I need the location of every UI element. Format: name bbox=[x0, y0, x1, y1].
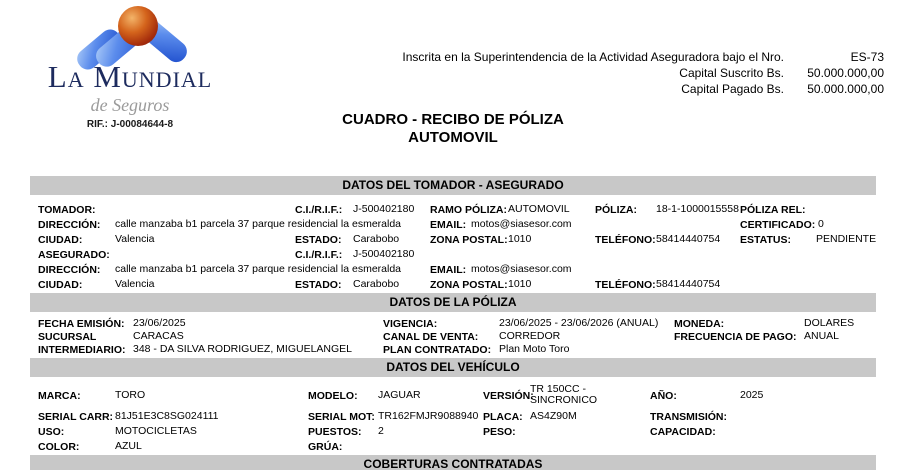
registration-label: Capital Pagado Bs. bbox=[681, 82, 784, 96]
field-label: TOMADOR: bbox=[38, 204, 96, 216]
field-value: DOLARES bbox=[804, 317, 855, 329]
field-label: ESTATUS: bbox=[740, 234, 791, 246]
field-value: 2 bbox=[378, 425, 384, 437]
document-title: CUADRO - RECIBO DE PÓLIZA bbox=[342, 111, 564, 128]
field-label: RAMO PÓLIZA: bbox=[430, 204, 507, 216]
field-value: AUTOMOVIL bbox=[508, 203, 570, 215]
field-label: C.I./R.I.F.: bbox=[295, 204, 343, 216]
field-label: MODELO: bbox=[308, 390, 358, 402]
field-value: TORO bbox=[115, 389, 146, 401]
field-value: Valencia bbox=[115, 233, 155, 245]
field-label: USO: bbox=[38, 426, 65, 438]
section-header-tomador-asegurado: DATOS DEL TOMADOR - ASEGURADO bbox=[30, 176, 876, 195]
field-label: ESTADO: bbox=[295, 234, 342, 246]
field-label: ZONA POSTAL: bbox=[430, 234, 508, 246]
registration-row bbox=[300, 82, 884, 96]
field-label: ZONA POSTAL: bbox=[430, 279, 508, 291]
field-value: PENDIENTE bbox=[816, 233, 877, 245]
field-label: VERSIÓN: bbox=[483, 390, 534, 402]
registration-value: 50.000.000,00 bbox=[807, 82, 884, 96]
field-label: MONEDA: bbox=[674, 318, 725, 330]
field-label: PLACA: bbox=[483, 411, 523, 423]
field-label: EMAIL: bbox=[430, 264, 467, 276]
field-value: JAGUAR bbox=[378, 389, 421, 401]
registration-row bbox=[300, 50, 884, 64]
field-label: SERIAL MOT: bbox=[308, 411, 375, 423]
field-label: INTERMEDIARIO: bbox=[38, 344, 126, 356]
field-label: PÓLIZA REL: bbox=[740, 204, 806, 216]
section-header-coberturas: COBERTURAS CONTRATADAS bbox=[30, 455, 876, 470]
field-value: Carabobo bbox=[353, 233, 400, 245]
registration-value: 50.000.000,00 bbox=[807, 66, 884, 80]
field-value: AS4Z90M bbox=[530, 410, 577, 422]
field-label: PLAN CONTRATADO: bbox=[383, 344, 492, 356]
field-label: COLOR: bbox=[38, 441, 80, 453]
field-label: PESO: bbox=[483, 426, 516, 438]
field-label: CANAL DE VENTA: bbox=[383, 331, 479, 343]
field-value: 58414440754 bbox=[656, 278, 721, 290]
field-label: MARCA: bbox=[38, 390, 81, 402]
field-label: EMAIL: bbox=[430, 219, 467, 231]
registration-label: Capital Suscrito Bs. bbox=[679, 66, 784, 80]
field-label: FRECUENCIA DE PAGO: bbox=[674, 331, 797, 343]
field-value: Carabobo bbox=[353, 278, 400, 290]
field-value: AZUL bbox=[115, 440, 142, 452]
field-label: DIRECCIÓN: bbox=[38, 219, 101, 231]
field-label: VIGENCIA: bbox=[383, 318, 438, 330]
field-value: 1010 bbox=[508, 233, 532, 245]
field-value: ANUAL bbox=[804, 330, 840, 342]
field-value: motos@siasesor.com bbox=[471, 218, 572, 230]
field-label: TELÉFONO: bbox=[595, 279, 656, 291]
field-value: 2025 bbox=[740, 389, 764, 401]
field-value: CARACAS bbox=[133, 330, 184, 342]
field-label: PÓLIZA: bbox=[595, 204, 637, 216]
section-header-datos-vehiculo: DATOS DEL VEHÍCULO bbox=[30, 358, 876, 377]
field-value: TR162FMJR9088940 bbox=[378, 410, 479, 422]
field-label: ESTADO: bbox=[295, 279, 342, 291]
document-subtitle: AUTOMOVIL bbox=[408, 129, 498, 146]
field-value: TR 150CC - SINCRONICO bbox=[530, 383, 598, 406]
section-header-datos-poliza: DATOS DE LA PÓLIZA bbox=[30, 293, 876, 312]
field-label: SUCURSAL bbox=[38, 331, 97, 343]
field-label: TRANSMISIÓN: bbox=[650, 411, 727, 423]
brand-rif: RIF.: J-00084644-8 bbox=[86, 119, 174, 130]
field-value: J-500402180 bbox=[353, 203, 415, 215]
field-value: J-500402180 bbox=[353, 248, 415, 260]
field-label: CIUDAD: bbox=[38, 279, 83, 291]
field-label: GRÚA: bbox=[308, 441, 343, 453]
field-label: PUESTOS: bbox=[308, 426, 362, 438]
field-value: MOTOCICLETAS bbox=[115, 425, 197, 437]
brand-tagline: de Seguros bbox=[90, 95, 170, 115]
field-value: Plan Moto Toro bbox=[499, 343, 570, 355]
field-value: 0 bbox=[818, 218, 824, 230]
field-value: 1010 bbox=[508, 278, 532, 290]
field-label: CIUDAD: bbox=[38, 234, 83, 246]
field-label: SERIAL CARR: bbox=[38, 411, 114, 423]
field-value: Valencia bbox=[115, 278, 155, 290]
field-label: CAPACIDAD: bbox=[650, 426, 716, 438]
field-label: CERTIFICADO: bbox=[740, 219, 816, 231]
registration-value: ES-73 bbox=[850, 50, 884, 64]
field-value: 23/06/2025 - 23/06/2026 (ANUAL) bbox=[499, 317, 659, 329]
field-label: ASEGURADO: bbox=[38, 249, 110, 261]
field-value: 18-1-1000015558 bbox=[656, 203, 739, 215]
field-value: 81J51E3C8SG024111 bbox=[115, 410, 219, 422]
field-label: FECHA EMISIÓN: bbox=[38, 318, 125, 330]
registration-label: Inscrita en la Superintendencia de la Actividad Aseguradora bajo el Nro. bbox=[402, 50, 784, 64]
field-value: calle manzaba b1 parcela 37 parque residencial la esmeralda bbox=[115, 263, 402, 275]
field-label: AÑO: bbox=[650, 390, 677, 402]
registration-row bbox=[300, 66, 884, 80]
field-label: TELÉFONO: bbox=[595, 234, 656, 246]
field-value: CORREDOR bbox=[499, 330, 561, 342]
field-value: 23/06/2025 bbox=[133, 317, 186, 329]
field-value: motos@siasesor.com bbox=[471, 263, 572, 275]
field-value: calle manzaba b1 parcela 37 parque residencial la esmeralda bbox=[115, 218, 402, 230]
logo-sphere-icon bbox=[118, 6, 158, 46]
field-value: 348 - DA SILVA RODRIGUEZ, MIGUELANGEL bbox=[133, 343, 353, 355]
field-value: 58414440754 bbox=[656, 233, 721, 245]
field-label: C.I./R.I.F.: bbox=[295, 249, 343, 261]
field-label: DIRECCIÓN: bbox=[38, 264, 101, 276]
brand-name: La Mundial bbox=[47, 59, 213, 94]
